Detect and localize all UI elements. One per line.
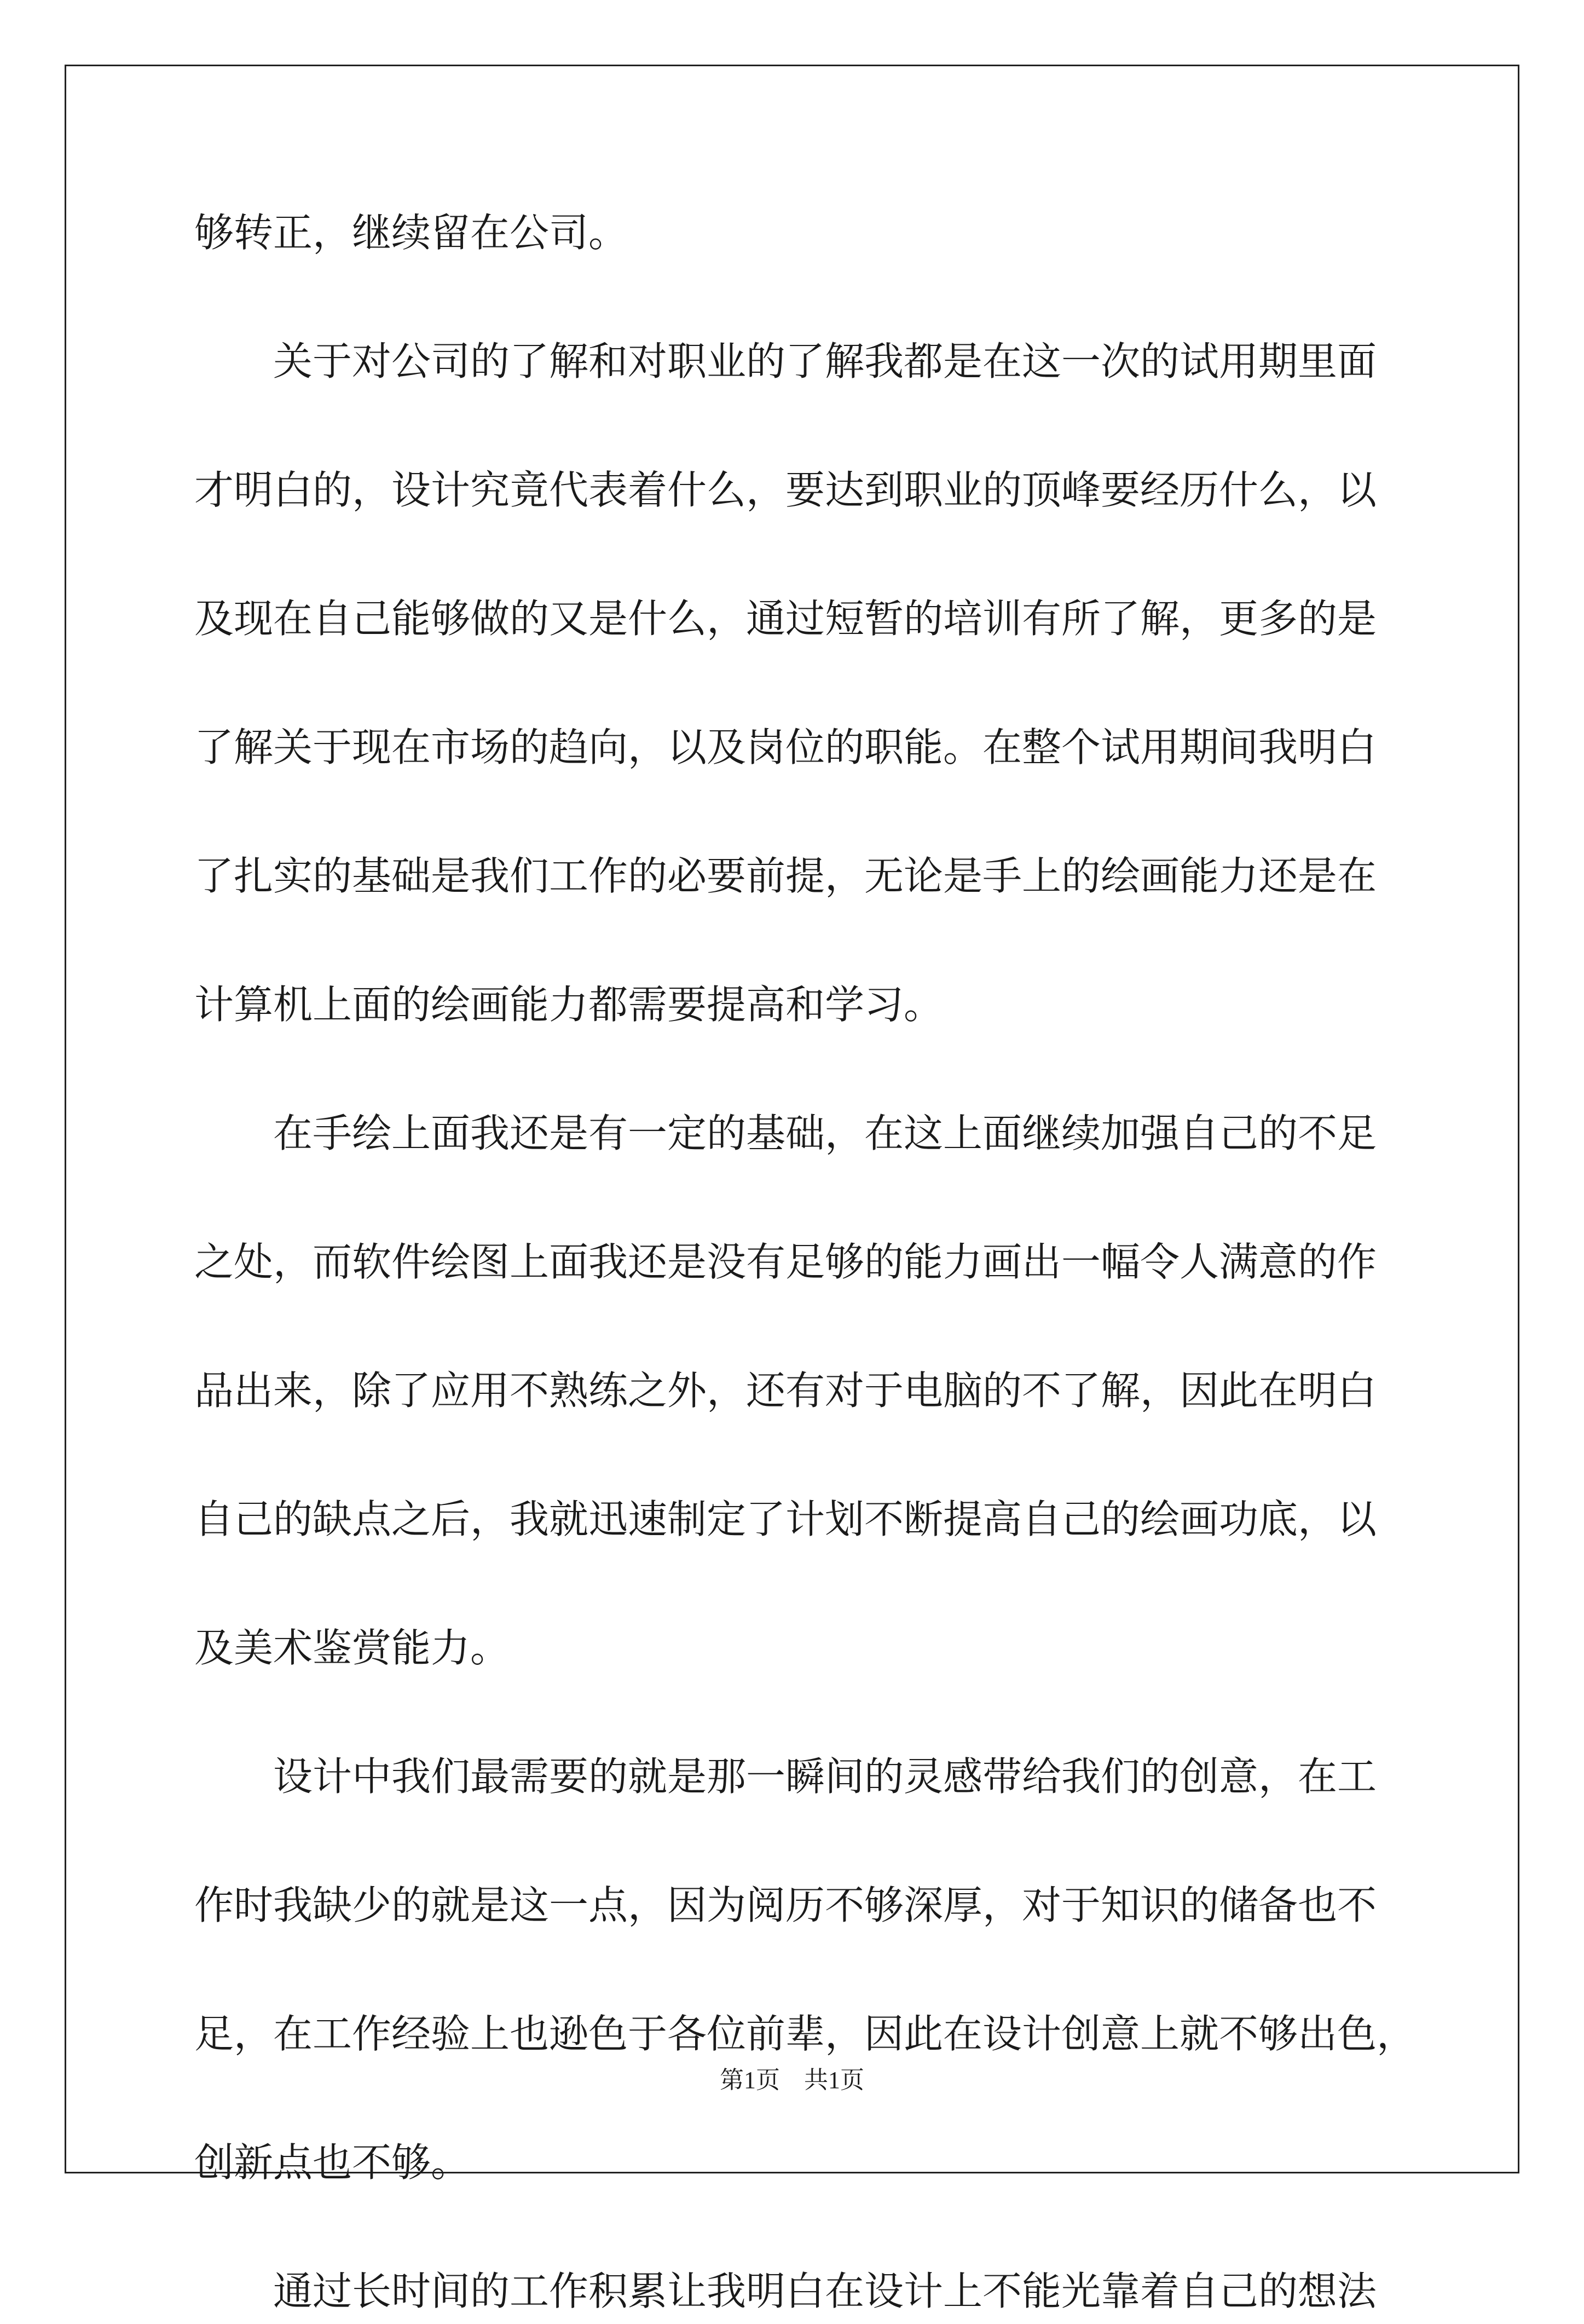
text-line-5: 了解关于现在市场的趋向，以及岗位的职能。在整个试用期间我明白 <box>194 724 1377 770</box>
text-line-1: 够转正，继续留在公司。 <box>194 210 628 256</box>
text-line-3: 才明白的，设计究竟代表着什么，要达到职业的顶峰要经历什么，以 <box>194 467 1377 513</box>
total-pages: 共1页 <box>804 2067 864 2094</box>
page-number: 第1页 <box>720 2067 780 2094</box>
text-line-2: 关于对公司的了解和对职业的了解我都是在这一次的试用期里面 <box>273 338 1377 384</box>
text-line-15: 足，在工作经验上也逊色于各位前辈，因此在设计创意上就不够出色， <box>194 2011 1417 2057</box>
text-line-14: 作时我缺少的就是这一点，因为阅历不够深厚，对于知识的储备也不 <box>194 1882 1377 1928</box>
text-line-4: 及现在自己能够做的又是什么，通过短暂的培训有所了解，更多的是 <box>194 596 1377 642</box>
text-line-10: 品出来，除了应用不熟练之外，还有对于电脑的不了解，因此在明白 <box>194 1368 1377 1414</box>
text-line-9: 之处，而软件绘图上面我还是没有足够的能力画出一幅令人满意的作 <box>194 1239 1377 1285</box>
page-footer <box>0 2064 1584 2097</box>
text-line-6: 了扎实的基础是我们工作的必要前提，无论是手上的绘画能力还是在 <box>194 853 1377 899</box>
text-line-7: 计算机上面的绘画能力都需要提高和学习。 <box>194 982 944 1028</box>
text-line-12: 及美术鉴赏能力。 <box>194 1625 510 1671</box>
text-line-11: 自己的缺点之后，我就迅速制定了计划不断提高自己的绘画功底，以 <box>194 1496 1377 1542</box>
text-line-16: 创新点也不够。 <box>194 2140 471 2185</box>
text-line-13: 设计中我们最需要的就是那一瞬间的灵感带给我们的创意，在工 <box>273 1754 1377 1800</box>
text-line-17: 通过长时间的工作积累让我明白在设计上不能光靠着自己的想法 <box>273 2268 1377 2314</box>
text-line-8: 在手绘上面我还是有一定的基础，在这上面继续加强自己的不足 <box>273 1110 1377 1156</box>
